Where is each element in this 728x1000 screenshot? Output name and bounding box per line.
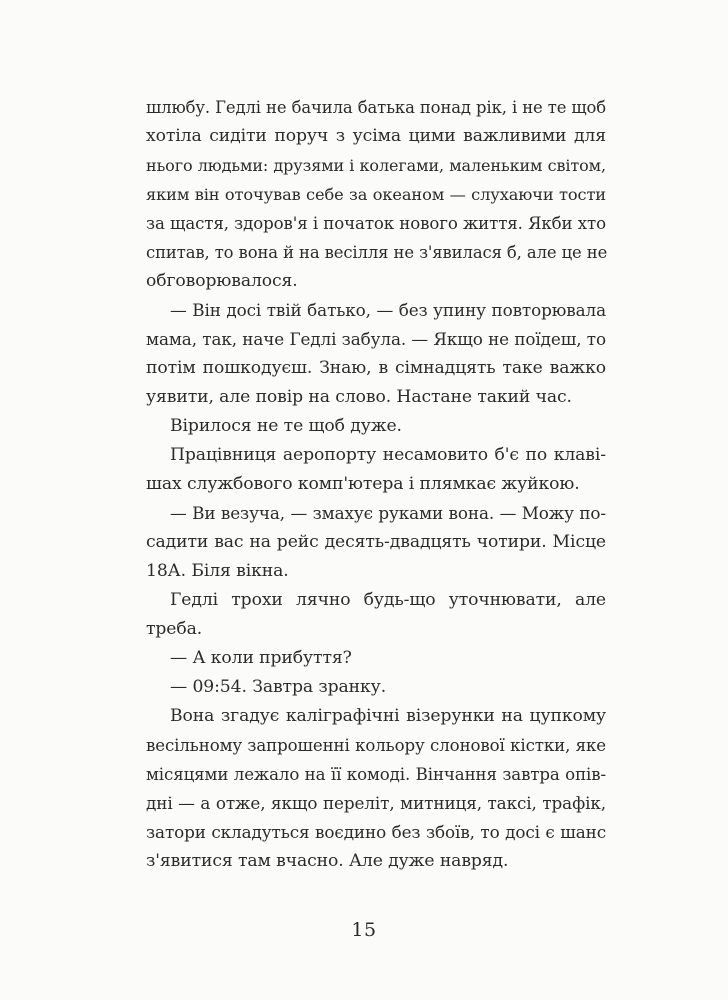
body-text bbox=[146, 93, 606, 876]
text-line: яким він оточував себе за океаном — слухаючи тости bbox=[146, 185, 606, 204]
text-line: мама, так, наче Гедлі забула. — Якщо не поїдеш, то bbox=[146, 329, 606, 349]
text-line: 18А. Біля вікна. bbox=[146, 561, 289, 581]
paragraph bbox=[146, 702, 606, 876]
text-line: хотіла сидіти поруч з усіма цими важливими для bbox=[146, 126, 606, 146]
text-line: садити вас на рейс десять-двадцять чотири. Місце bbox=[146, 532, 606, 552]
paragraph bbox=[146, 673, 606, 702]
paragraph bbox=[146, 586, 606, 644]
paragraph bbox=[146, 644, 606, 673]
page-number: 15 bbox=[351, 919, 377, 941]
paragraph bbox=[146, 441, 606, 499]
text-line: шлюбу. Гедлі не бачила батька понад рік, і не те щоб bbox=[146, 98, 607, 117]
paragraph bbox=[146, 412, 606, 441]
text-line: Вона згадує каліграфічні візерунки на цупкому bbox=[170, 706, 606, 726]
text-line: затори складуться воєдино без збоїв, то досі є шанс bbox=[146, 822, 606, 842]
text-line: Вірилося не те щоб дуже. bbox=[170, 416, 402, 436]
paragraph bbox=[146, 93, 606, 296]
text-line: нього людьми: друзями і колегами, маленьким світом, bbox=[146, 156, 606, 175]
text-line: — Ви везуча, — змахує руками вона. — Можу по- bbox=[170, 503, 606, 523]
text-line: весільному запрошенні кольору слонової кістки, яке bbox=[146, 736, 606, 755]
text-line: треба. bbox=[146, 619, 203, 639]
text-line: потім пошкодуєш. Знаю, в сімнадцять таке важко bbox=[146, 358, 606, 378]
text-line: — 09:54. Завтра зранку. bbox=[170, 677, 387, 697]
text-line: місяцями лежало на її комоді. Вінчання завтра опів- bbox=[146, 765, 606, 784]
text-line: за щастя, здоров'я і початок нового життя. Якби хто bbox=[146, 214, 606, 233]
text-line: Працівниця аеропорту несамовито б'є по клаві- bbox=[170, 445, 606, 465]
text-line: дні — а отже, якщо переліт, митниця, таксі, трафік, bbox=[146, 793, 606, 813]
text-line: шах службового комп'ютера і плямкає жуйкою. bbox=[146, 474, 580, 494]
paragraph bbox=[146, 499, 606, 586]
text-line: обговорювалося. bbox=[146, 271, 298, 291]
text-line: з'явитися там вчасно. Але дуже навряд. bbox=[146, 851, 509, 871]
text-line: уявити, але повір на слово. Настане такий час. bbox=[146, 387, 572, 407]
text-line: — Він досі твій батько, — без упину повторювала bbox=[170, 300, 606, 320]
text-line: — А коли прибуття? bbox=[170, 648, 352, 668]
paragraph bbox=[146, 296, 606, 412]
text-line: спитав, то вона й на весілля не з'явилася б, але це не bbox=[146, 243, 608, 262]
text-line: Гедлі трохи лячно будь-що уточнювати, але bbox=[170, 590, 606, 610]
